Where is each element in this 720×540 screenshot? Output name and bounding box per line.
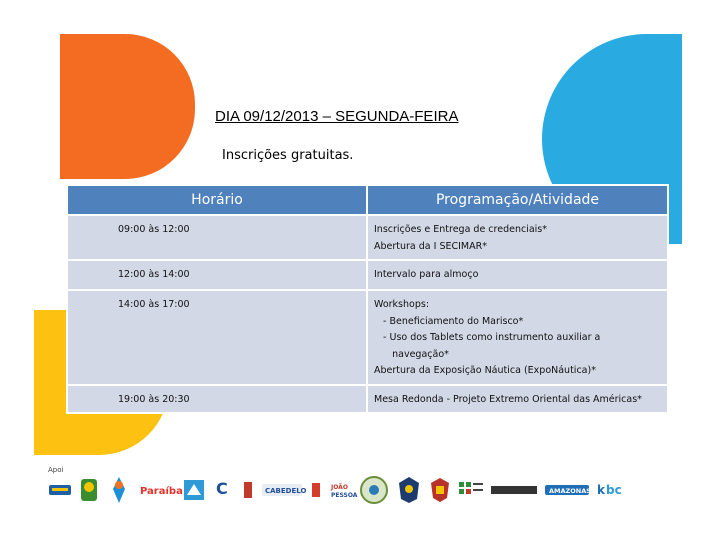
sponsor-logo-icon xyxy=(396,474,422,506)
row-activity xyxy=(367,260,668,290)
sponsor-logo-icon xyxy=(106,474,132,506)
svg-text:PESSOA: PESSOA xyxy=(331,492,358,499)
table-row xyxy=(67,385,668,414)
orange-decoration xyxy=(60,34,195,179)
activity-line: Workshops: xyxy=(374,299,430,310)
svg-text:bc: bc xyxy=(606,483,622,497)
sponsor-logo-icon xyxy=(544,474,590,506)
row-activity xyxy=(367,290,668,385)
sponsor-logo-icon xyxy=(240,474,256,506)
svg-text:k: k xyxy=(597,483,605,497)
sponsor-logo-icon xyxy=(212,474,234,506)
slide-subtitle: Inscrições gratuitas. xyxy=(222,148,354,163)
apoio-label: Apoi xyxy=(48,466,64,474)
sponsor-logo-icon xyxy=(330,474,358,506)
svg-text:C: C xyxy=(216,479,228,498)
header-programacao: Programação/Atividade xyxy=(367,185,668,215)
svg-text:JOÃO: JOÃO xyxy=(331,484,348,491)
svg-text:CABEDELO: CABEDELO xyxy=(265,487,307,495)
activity-line: Mesa Redonda - Projeto Extremo Oriental das Américas* xyxy=(374,393,642,405)
table-row xyxy=(67,215,668,260)
sponsor-logo-icon xyxy=(182,474,206,506)
row-time: 14:00 às 17:00 xyxy=(67,290,367,385)
sponsor-logo-icon xyxy=(138,474,183,506)
row-activity xyxy=(367,385,668,414)
sponsor-logo-icon xyxy=(78,474,100,506)
row-time: 12:00 às 14:00 xyxy=(67,260,367,290)
sponsor-logo-icon xyxy=(596,474,630,506)
sponsor-logo-icon xyxy=(428,474,452,506)
header-horario: Horário xyxy=(67,185,367,215)
sponsor-logo-icon xyxy=(458,474,484,506)
sponsor-logo-icon xyxy=(358,474,390,506)
table-row xyxy=(67,290,668,385)
activity-line: navegação* xyxy=(374,348,449,360)
row-time: 09:00 às 12:00 xyxy=(67,215,367,260)
svg-text:Paraíba: Paraíba xyxy=(140,486,183,497)
sponsor-logos xyxy=(48,470,688,510)
row-time: 19:00 às 20:30 xyxy=(67,385,367,414)
activity-line: Intervalo para almoço xyxy=(374,269,479,280)
svg-text:AMAZONAS: AMAZONAS xyxy=(549,487,591,495)
table-row xyxy=(67,260,668,290)
sponsor-logo-icon xyxy=(308,474,324,506)
schedule-table xyxy=(66,184,669,414)
sponsor-logo-icon xyxy=(262,474,307,506)
activity-line: - Beneficiamento do Marisco* xyxy=(374,315,524,327)
activity-line: Abertura da I SECIMAR* xyxy=(374,240,487,252)
activity-line: - Uso dos Tablets como instrumento auxiliar a xyxy=(374,332,601,343)
table-header-row xyxy=(67,185,668,215)
slide-title: DIA 09/12/2013 – SEGUNDA-FEIRA xyxy=(215,108,459,125)
activity-line: Inscrições e Entrega de credenciais* xyxy=(374,224,547,235)
sponsor-logo-icon xyxy=(490,474,538,506)
sponsor-logo-icon xyxy=(48,474,72,506)
row-activity xyxy=(367,215,668,260)
activity-line: Abertura da Exposição Náutica (ExpoNáutica)* xyxy=(374,365,596,376)
